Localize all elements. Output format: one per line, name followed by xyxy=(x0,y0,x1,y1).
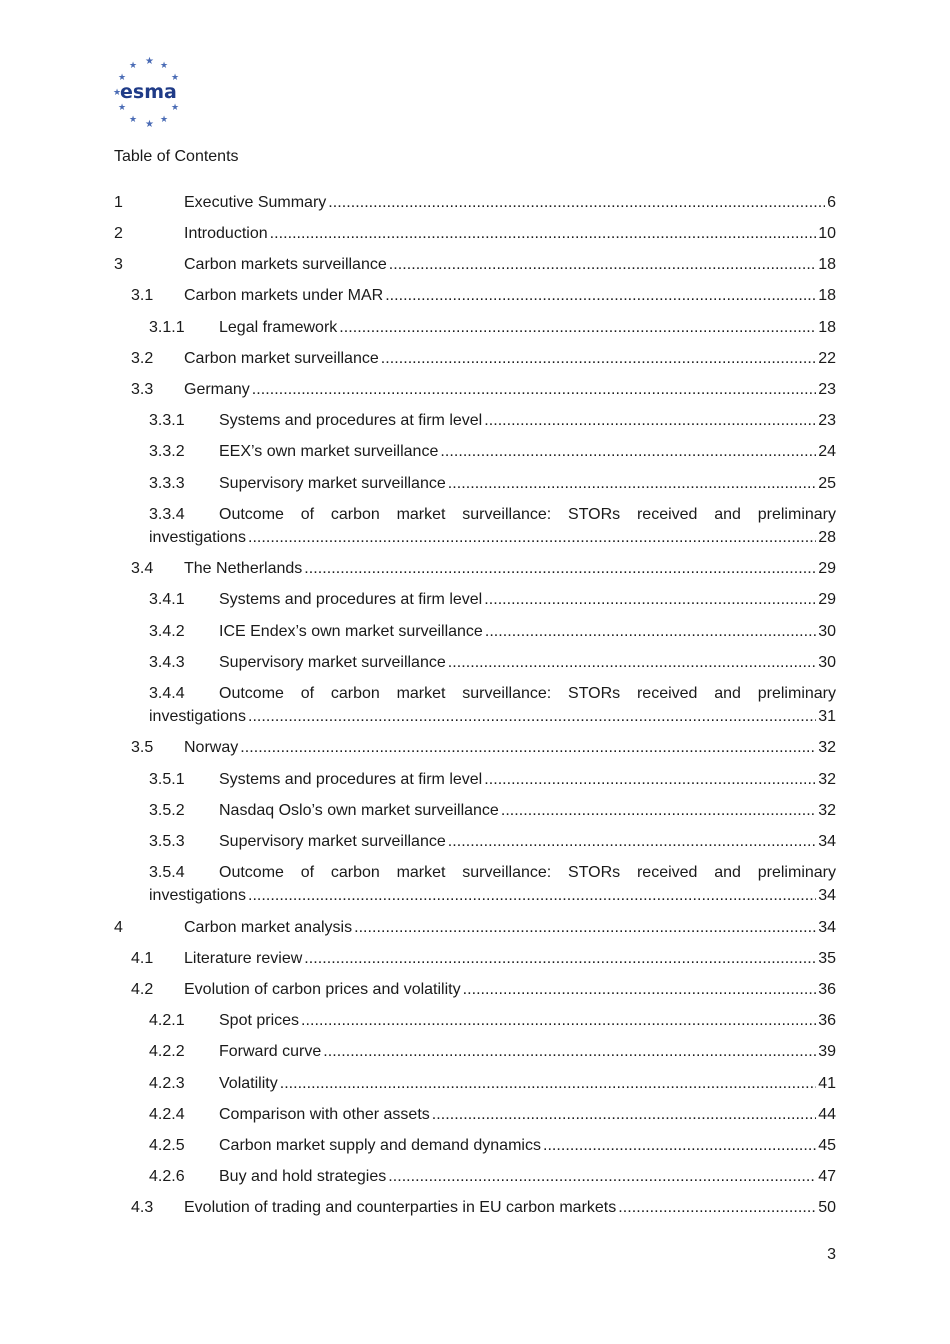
toc-entry[interactable] xyxy=(114,799,836,822)
toc-leader-dots xyxy=(501,799,816,822)
toc-entry[interactable] xyxy=(114,347,836,370)
toc-entry-title: Supervisory market surveillance xyxy=(219,475,446,492)
toc-entry-page: 30 xyxy=(818,623,836,640)
toc-entry-page: 23 xyxy=(818,381,836,398)
toc-leader-dots xyxy=(484,768,816,791)
toc-entry-title: Evolution of trading and counterparties in EU carbon markets xyxy=(184,1199,617,1216)
toc-entry[interactable] xyxy=(114,588,836,611)
toc-entry-title: Systems and procedures at firm level xyxy=(219,412,483,429)
toc-entry-number: 4.2 xyxy=(131,981,154,998)
toc-entry[interactable] xyxy=(114,861,836,907)
toc-entry-number: 3.3.3 xyxy=(149,475,185,492)
toc-leader-dots xyxy=(328,191,825,214)
toc-entry-page: 34 xyxy=(818,887,836,904)
esma-logo-text: esma xyxy=(120,81,177,103)
toc-entry-number: 3.5.3 xyxy=(149,833,185,850)
toc-entry[interactable] xyxy=(114,1072,836,1095)
toc-entry-title: Carbon market surveillance xyxy=(184,350,379,367)
svg-text:★: ★ xyxy=(129,115,138,125)
toc-entry[interactable] xyxy=(114,316,836,339)
toc-entry[interactable] xyxy=(114,440,836,463)
toc-leader-dots xyxy=(248,705,816,728)
toc-entry-title: Systems and procedures at firm level xyxy=(219,771,483,788)
toc-leader-dots xyxy=(280,1072,817,1095)
toc-entry-page: 32 xyxy=(818,771,836,788)
toc-entry-title: Norway xyxy=(184,739,239,756)
toc-entry-number: 4.2.4 xyxy=(149,1106,185,1123)
svg-text:★: ★ xyxy=(118,73,127,83)
toc-entry-number: 3.3.1 xyxy=(149,412,185,429)
svg-text:★: ★ xyxy=(118,103,127,113)
toc-leader-dots xyxy=(381,347,816,370)
toc-entry-number: 4.2.6 xyxy=(149,1168,185,1185)
svg-text:★: ★ xyxy=(145,56,154,67)
toc-entry-number: 3.3 xyxy=(131,381,154,398)
toc-entry-page: 32 xyxy=(818,802,836,819)
toc-leader-dots xyxy=(339,316,816,339)
toc-leader-dots xyxy=(484,588,816,611)
toc-entry-title: Evolution of carbon prices and volatility xyxy=(184,981,461,998)
toc-entry-title: EEX’s own market surveillance xyxy=(219,443,439,460)
toc-entry[interactable] xyxy=(114,409,836,432)
toc-leader-dots xyxy=(270,222,817,245)
toc-entry-page: 18 xyxy=(818,287,836,304)
toc-entry-title: Spot prices xyxy=(219,1012,300,1029)
toc-entry-title-continued: investigations xyxy=(149,708,246,725)
toc-entry-title: Systems and procedures at firm level xyxy=(219,591,483,608)
toc-entry[interactable] xyxy=(114,1009,836,1032)
svg-text:★: ★ xyxy=(171,73,180,83)
toc-entry-page: 30 xyxy=(818,654,836,671)
toc-entry-title: Introduction xyxy=(184,225,268,242)
toc-entry-number: 4.2.5 xyxy=(149,1137,185,1154)
toc-entry-page: 23 xyxy=(818,412,836,429)
toc-entry-page: 24 xyxy=(818,443,836,460)
toc-entry-title: Volatility xyxy=(219,1075,278,1092)
toc-leader-dots xyxy=(484,409,816,432)
toc-entry[interactable] xyxy=(114,736,836,759)
toc-entry-title: Carbon markets surveillance xyxy=(184,256,387,273)
toc-leader-dots xyxy=(301,1009,816,1032)
toc-entry[interactable] xyxy=(114,620,836,643)
toc-entry-page: 34 xyxy=(818,833,836,850)
toc-entry-title: Carbon markets under MAR xyxy=(184,287,384,304)
toc-entry-page: 35 xyxy=(818,950,836,967)
toc-leader-dots xyxy=(248,884,816,907)
toc-leader-dots xyxy=(252,378,816,401)
toc-entry-page: 10 xyxy=(818,225,836,242)
toc-entry[interactable] xyxy=(114,916,836,939)
toc-entry-title: Buy and hold strategies xyxy=(219,1168,387,1185)
toc-entry-page: 18 xyxy=(818,256,836,273)
toc-entry-title: Executive Summary xyxy=(184,194,327,211)
toc-entry-number: 3.4 xyxy=(131,560,154,577)
toc-entry-title: Outcome of carbon market surveillance: STORs received and preliminary xyxy=(219,506,836,523)
toc-leader-dots xyxy=(388,1165,816,1188)
svg-text:★: ★ xyxy=(171,103,180,113)
toc-entry-title: Carbon market analysis xyxy=(184,919,353,936)
toc-entry[interactable] xyxy=(114,1134,836,1157)
toc-leader-dots xyxy=(448,830,816,853)
toc-entry-page: 39 xyxy=(818,1043,836,1060)
toc-entry[interactable] xyxy=(114,1196,836,1219)
toc-entry[interactable] xyxy=(114,503,836,549)
toc-entry-title: ICE Endex’s own market surveillance xyxy=(219,623,483,640)
toc-entry-title: Germany xyxy=(184,381,250,398)
toc-entry-title: The Netherlands xyxy=(184,560,303,577)
toc-entry-number: 3.5.2 xyxy=(149,802,185,819)
toc-leader-dots xyxy=(304,947,816,970)
toc-entry-number: 1 xyxy=(114,194,123,211)
toc-entry[interactable] xyxy=(114,1040,836,1063)
toc-entry-number: 3.4.2 xyxy=(149,623,185,640)
page-number: 3 xyxy=(827,1246,836,1263)
toc-entry-page: 28 xyxy=(818,529,836,546)
toc-entry-title: Legal framework xyxy=(219,319,338,336)
toc-entry[interactable] xyxy=(114,978,836,1001)
toc-entry[interactable] xyxy=(114,1103,836,1126)
toc-entry-number: 3.4.4 xyxy=(149,685,185,702)
toc-leader-dots xyxy=(304,557,816,580)
toc-entry-page: 50 xyxy=(818,1199,836,1216)
toc-entry-page: 22 xyxy=(818,350,836,367)
toc-leader-dots xyxy=(463,978,817,1001)
toc-leader-dots xyxy=(543,1134,816,1157)
toc-entry-page: 36 xyxy=(818,981,836,998)
toc-leader-dots xyxy=(354,916,816,939)
toc-entry-title: Comparison with other assets xyxy=(219,1106,430,1123)
toc-leader-dots xyxy=(389,253,816,276)
toc-entry-page: 34 xyxy=(818,919,836,936)
toc-entry[interactable] xyxy=(114,472,836,495)
toc-entry-number: 3.4.1 xyxy=(149,591,185,608)
toc-entry[interactable] xyxy=(114,768,836,791)
toc-entry-number: 2 xyxy=(114,225,123,242)
toc-title: Table of Contents xyxy=(114,148,239,165)
toc-entry-number: 3.4.3 xyxy=(149,654,185,671)
toc-entry-title: Supervisory market surveillance xyxy=(219,833,446,850)
toc-entry-page: 36 xyxy=(818,1012,836,1029)
toc-entry-page: 31 xyxy=(818,708,836,725)
toc-entry[interactable] xyxy=(114,1165,836,1188)
svg-text:★: ★ xyxy=(160,115,169,125)
toc-entry-page: 47 xyxy=(818,1168,836,1185)
toc-entry-title: Nasdaq Oslo’s own market surveillance xyxy=(219,802,499,819)
toc-leader-dots xyxy=(485,620,816,643)
toc-entry-page: 41 xyxy=(818,1075,836,1092)
toc-leader-dots xyxy=(385,284,816,307)
toc-entry-number: 3.3.4 xyxy=(149,506,185,523)
toc-leader-dots xyxy=(448,472,816,495)
toc-entry-title-continued: investigations xyxy=(149,529,246,546)
toc-entry-title: Carbon market supply and demand dynamics xyxy=(219,1137,541,1154)
toc-entry-number: 3.2 xyxy=(131,350,154,367)
toc-entry-title: Literature review xyxy=(184,950,303,967)
toc-leader-dots xyxy=(240,736,816,759)
toc-entry-number: 3.5.4 xyxy=(149,864,185,881)
toc-entry-page: 44 xyxy=(818,1106,836,1123)
toc-entry-page: 29 xyxy=(818,591,836,608)
toc-entry[interactable] xyxy=(114,557,836,580)
toc-entry-number: 3 xyxy=(114,256,123,273)
toc-entry-number: 3.1.1 xyxy=(149,319,185,336)
toc-entry-number: 3.5 xyxy=(131,739,154,756)
toc-entry-number: 4.2.3 xyxy=(149,1075,185,1092)
toc-entry-number: 4.2.1 xyxy=(149,1012,185,1029)
toc-entry-title: Supervisory market surveillance xyxy=(219,654,446,671)
toc-entry[interactable] xyxy=(114,284,836,307)
toc-entry[interactable] xyxy=(114,253,836,276)
toc-leader-dots xyxy=(248,526,816,549)
toc-entry-number: 3.1 xyxy=(131,287,154,304)
toc-entry-number: 4.3 xyxy=(131,1199,154,1216)
toc-entry-page: 32 xyxy=(818,739,836,756)
toc-leader-dots xyxy=(440,440,816,463)
toc-entry-number: 4 xyxy=(114,919,123,936)
svg-text:★: ★ xyxy=(113,88,122,98)
svg-text:★: ★ xyxy=(160,61,169,71)
toc-entry-page: 25 xyxy=(818,475,836,492)
toc-entry-page: 45 xyxy=(818,1137,836,1154)
toc-entry-title: Outcome of carbon market surveillance: STORs received and preliminary xyxy=(219,864,836,881)
toc-entry-title: Outcome of carbon market surveillance: STORs received and preliminary xyxy=(219,685,836,702)
toc-entry[interactable] xyxy=(114,947,836,970)
toc-entry-title: Forward curve xyxy=(219,1043,322,1060)
svg-text:★: ★ xyxy=(129,61,138,71)
toc-entry-page: 6 xyxy=(827,194,836,211)
toc-entry-number: 4.1 xyxy=(131,950,154,967)
toc-entry-page: 18 xyxy=(818,319,836,336)
toc-leader-dots xyxy=(323,1040,816,1063)
toc-entry-number: 3.5.1 xyxy=(149,771,185,788)
toc-entry[interactable] xyxy=(114,191,836,214)
toc-leader-dots xyxy=(618,1196,816,1219)
toc-leader-dots xyxy=(432,1103,816,1126)
toc-entry[interactable] xyxy=(114,222,836,245)
svg-text:★: ★ xyxy=(145,119,154,130)
toc-entry-number: 3.3.2 xyxy=(149,443,185,460)
toc-entry[interactable] xyxy=(114,651,836,674)
toc-entry[interactable] xyxy=(114,830,836,853)
toc-entry[interactable] xyxy=(114,682,836,728)
toc-entry[interactable] xyxy=(114,378,836,401)
toc-leader-dots xyxy=(448,651,816,674)
toc-entry-number: 4.2.2 xyxy=(149,1043,185,1060)
toc-entry-title-continued: investigations xyxy=(149,887,246,904)
toc-entry-page: 29 xyxy=(818,560,836,577)
